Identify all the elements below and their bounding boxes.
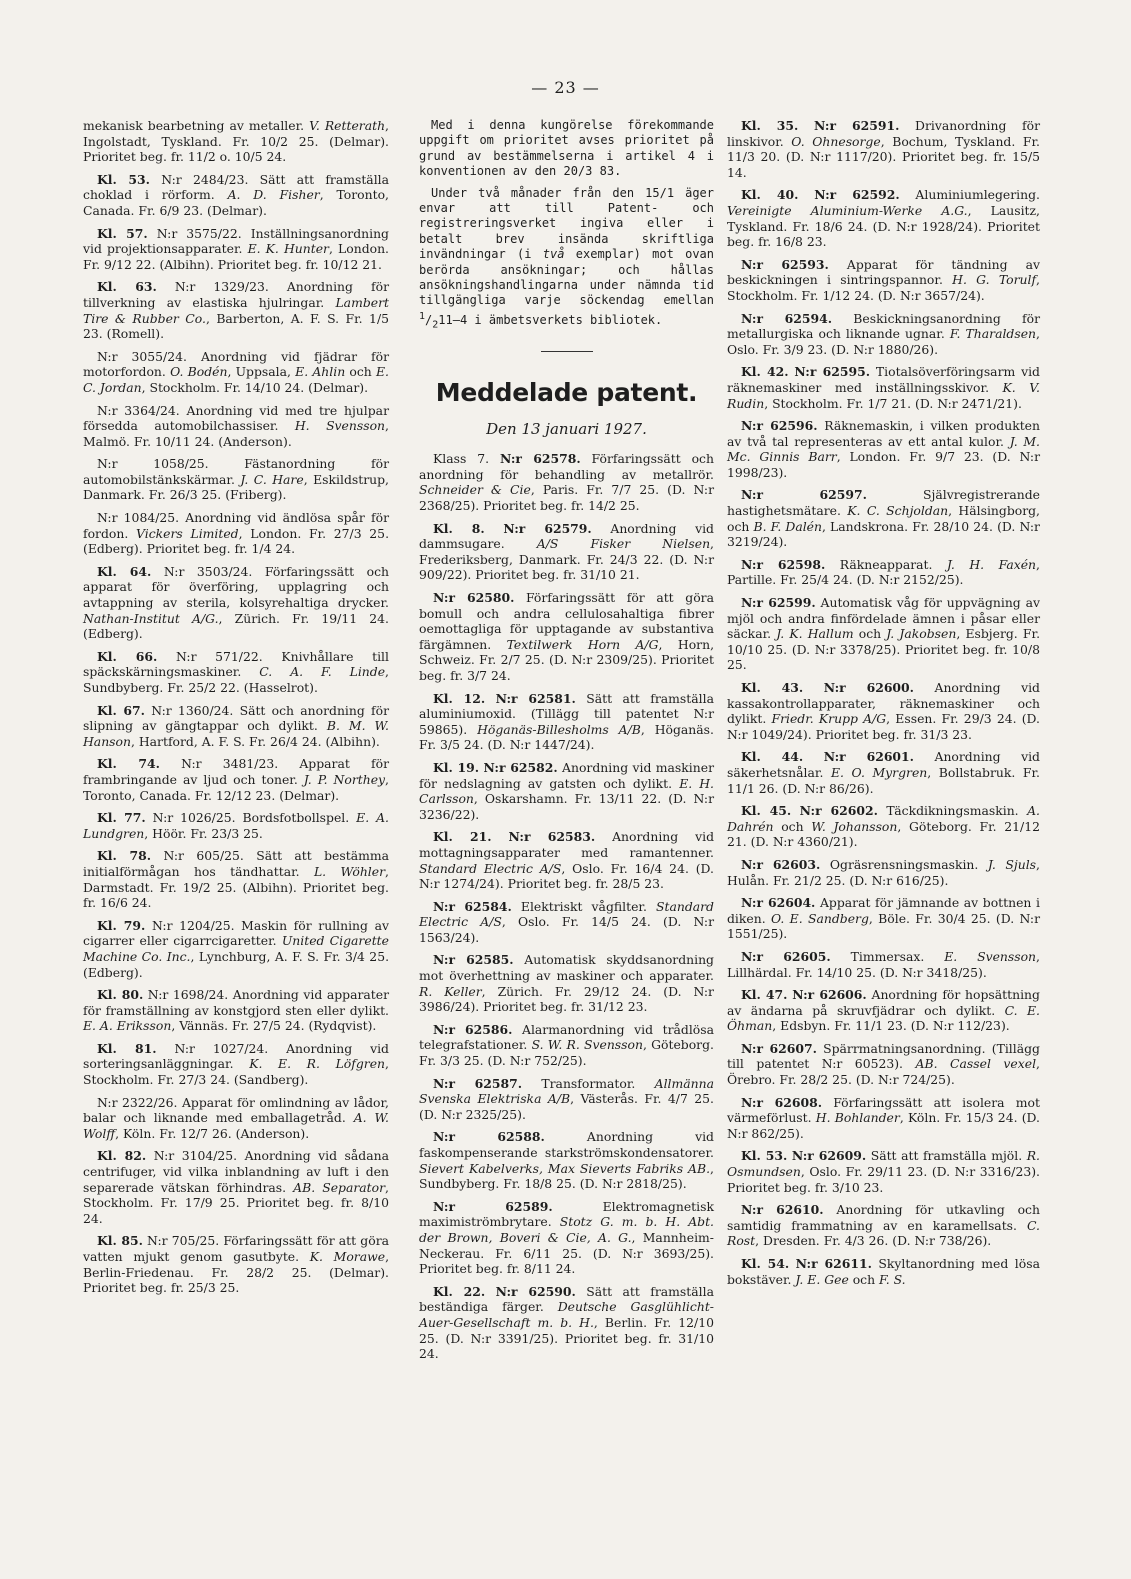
- column-right: [727, 118, 1040, 1294]
- patent-entry: Kl. 82. N:r 3104/25. Anordning vid sådana centrifuger, vid vilka inblandning av luft i den separerade vätskan förhindras. AB. Separator, Stockholm. Fr. 17/9 25. Prioritet beg. fr. 8/10 24.: [83, 1148, 389, 1226]
- patent-entry: Kl. 53. N:r 2484/23. Sätt att framställa choklad i rörform. A. D. Fisher, Toronto, Canada. Fr. 6/9 23. (Delmar).: [83, 171, 390, 218]
- patent-entry: Kl. 22. N:r 62590. Sätt att framställa beständiga färger. Deutsche Gasglühlicht-Auer-Gesellschaft m. b. H., Berlin. Fr. 12/10 25. (D. N:r 3391/25). Prioritet beg. fr. 31/10 24.: [419, 1283, 714, 1362]
- notice-paragraph: Med i denna kungörelse förekommande uppgift om prioritet avses prioritet på grund av bestämmelserna i artikel 4 i konventionen av den 20/3 83.: [419, 118, 714, 179]
- patent-entry: N:r 62597. Självregistrerande hastighetsmätare. K. C. Schjoldan, Hälsingborg, och B. F. Dalén, Landskrona. Fr. 28/10 24. (D. N:r 3219/24).: [727, 487, 1040, 550]
- patent-entry: N:r 1058/25. Fästanordning för automobilstänkskärmar. J. C. Hare, Eskildstrup, Danmark. Fr. 26/3 25. (Friberg).: [83, 456, 389, 503]
- patent-entry: Kl. 78. N:r 605/25. Sätt att bestämma initialförmågan hos tändhattar. L. Wöhler, Darmstadt. Fr. 19/2 25. (Albihn). Prioritet beg. fr. 16/6 24.: [83, 848, 389, 911]
- patent-entry: N:r 62605. Timmersax. E. Svensson, Lillhärdal. Fr. 14/10 25. (D. N:r 3418/25).: [727, 948, 1040, 980]
- patent-entry: Kl. 8. N:r 62579. Anordning vid dammsugare. A/S Fisker Nielsen, Frederiksberg, Danmark. Fr. 24/3 22. (D. N:r 909/22). Prioritet beg. fr. 31/10 21.: [419, 520, 714, 583]
- patent-entry: Kl. 47. N:r 62606. Anordning för hopsättning av ändarna på skruvfjädrar och dylikt. C. E. Öhman, Edsbyn. Fr. 11/1 23. (D. N:r 112/23).: [727, 987, 1040, 1034]
- patent-entry: Kl. 40. N:r 62592. Aluminiumlegering. Vereinigte Aluminium-Werke A.G., Lausitz, Tyskland. Fr. 18/6 24. (D. N:r 1928/24). Prioritet beg. fr. 16/8 23.: [727, 187, 1040, 250]
- patent-entry: Kl. 12. N:r 62581. Sätt att framställa aluminiumoxid. (Tillägg till patentet N:r 59865). Höganäs-Billesholms A/B, Höganäs. Fr. 3/5 24. (D. N:r 1447/24).: [419, 690, 714, 753]
- patent-entry: N:r 1084/25. Anordning vid ändlösa spår för fordon. Vickers Limited, London. Fr. 27/3 25. (Edberg). Prioritet beg. fr. 1/4 24.: [83, 510, 390, 557]
- patent-entry: N:r 62594. Beskickningsanordning för metallurgiska och liknande ugnar. F. Tharaldsen, Oslo. Fr. 3/9 23. (D. N:r 1880/26).: [727, 310, 1040, 357]
- column-left: [83, 118, 389, 1303]
- notice-paragraph: Under två månader från den 15/1 äger envar att till Patent- och registreringsverket ingiva eller i betalt brev insända skriftliga invändningar (i två exemplar) mot ovan berörda ansökningar; och hållas ansökningshandlingarna under nämnda tid tillgängliga varje söckendag emellan $^1/_211—4$ i ämbetsverkets bibliotek.: [419, 185, 714, 331]
- patent-entry: Kl. 45. N:r 62602. Täckdikningsmaskin. A. Dahrén och W. Johansson, Göteborg. Fr. 21/12 21. (D. N:r 4360/21).: [727, 803, 1040, 850]
- patent-entry: Kl. 77. N:r 1026/25. Bordsfotbollspel. E. A. Lundgren, Höör. Fr. 23/3 25.: [83, 810, 389, 841]
- patent-entry: N:r 62598. Räkneapparat. J. H. Faxén, Partille. Fr. 25/4 24. (D. N:r 2152/25).: [727, 556, 1040, 588]
- patent-entry: Kl. 66. N:r 571/22. Knivhållare till späckskärningsmaskiner. C. A. F. Linde, Sundbyberg. Fr. 25/2 22. (Hasselrot).: [83, 648, 389, 695]
- column-middle: [419, 118, 714, 1369]
- patent-entry: Kl. 67. N:r 1360/24. Sätt och anordning för slipning av gängtappar och dylikt. B. M. W. Hanson, Hartford, A. F. S. Fr. 26/4 24. (Albihn).: [83, 702, 389, 749]
- patent-entry: Kl. 42. N:r 62595. Tiotalsöverföringsarm vid räknemaskiner med inställningsskivor. K. V. Rudin, Stockholm. Fr. 1/7 21. (D. N:r 2471/21).: [727, 364, 1040, 411]
- patent-entry: Kl. 54. N:r 62611. Skyltanordning med lösa bokstäver. J. E. Gee och F. S.: [727, 1256, 1040, 1287]
- patent-entry: N:r 62610. Anordning för utkavling och samtidig frammatning av en karamellsats. C. Rost, Dresden. Fr. 4/3 26. (D. N:r 738/26).: [727, 1202, 1040, 1249]
- patent-entry: N:r 62584. Elektriskt vågfilter. Standard Electric A/S, Oslo. Fr. 14/5 24. (D. N:r 1563/24).: [419, 898, 714, 945]
- patent-entry: Kl. 57. N:r 3575/22. Inställningsanordning vid projektionsapparater. E. K. Hunter, London. Fr. 9/12 22. (Albihn). Prioritet beg. fr. 10/12 21.: [83, 225, 389, 272]
- section-date: Den 13 januari 1927.: [486, 419, 647, 438]
- patent-entry: N:r 62607. Spärrmatningsanordning. (Tillägg till patentet N:r 60523). AB. Cassel vexel, Örebro. Fr. 28/2 25. (D. N:r 724/25).: [727, 1040, 1040, 1088]
- patent-entry: Kl. 85. N:r 705/25. Förfaringssätt för att göra vatten mjukt genom gasutbyte. K. Morawe, Berlin-Friedenau. Fr. 28/2 25. (Delmar). Prioritet beg. fr. 25/3 25.: [83, 1233, 390, 1296]
- patent-entry: Kl. 21. N:r 62583. Anordning vid mottagningsapparater med ramantenner. Standard Electric A/S, Oslo. Fr. 16/4 24. (D. N:r 1274/24). Prioritet beg. fr. 28/5 23.: [419, 829, 714, 892]
- patent-entry: Kl. 19. N:r 62582. Anordning vid maskiner för nedslagning av gatsten och dylikt. E. H. Carlsson, Oskarshamn. Fr. 13/11 22. (D. N:r 3236/22).: [419, 759, 714, 822]
- patent-entry: N:r 62608. Förfaringssätt att isolera mot värmeförlust. H. Bohlander, Köln. Fr. 15/3 24. (D. N:r 862/25).: [727, 1094, 1040, 1141]
- section-heading: Meddelade patent.: [435, 377, 698, 407]
- patent-entry: N:r 62593. Apparat för tändning av beskickningen i sintringspannor. H. G. Torulf, Stockholm. Fr. 1/12 24. (D. N:r 3657/24).: [727, 256, 1040, 303]
- patent-entry: N:r 3364/24. Anordning vid med tre hjulpar försedda automobilchassiser. H. Svensson, Malmö. Fr. 10/11 24. (Anderson).: [83, 402, 389, 449]
- patent-entry: Kl. 79. N:r 1204/25. Maskin för rullning av cigarrer eller cigarrcigaretter. United Cigarette Machine Co. Inc., Lynchburg, A. F. S. Fr. 3/4 25. (Edberg).: [83, 917, 390, 980]
- patent-entry: Kl. 35. N:r 62591. Drivanordning för linskivor. O. Ohnesorge, Bochum, Tyskland. Fr. 11/3 20. (D. N:r 1117/20). Prioritet beg. fr. 15/5 14.: [727, 118, 1040, 180]
- patent-entry: N:r 62587. Transformator. Allmänna Svenska Elektriska A/B, Västerås. Fr. 4/7 25. (D. N:r 2325/25).: [419, 1075, 714, 1122]
- patent-entry: Kl. 81. N:r 1027/24. Anordning vid sorteringsanläggningar. K. E. R. Löfgren, Stockholm. Fr. 27/3 24. (Sandberg).: [83, 1040, 389, 1088]
- patent-entry: N:r 62599. Automatisk våg för uppvägning av mjöl och andra finfördelade ämnen i påsar eller säckar. J. K. Hallum och J. Jakobsen, Esbjerg. Fr. 10/10 25. (D. N:r 3378/25). Prioritet beg. fr. 10/8 25.: [727, 595, 1041, 673]
- patent-entry: N:r 3055/24. Anordning vid fjädrar för motorfordon. O. Bodén, Uppsala, E. Ahlin och E. C. Jordan, Stockholm. Fr. 14/10 24. (Delmar).: [83, 348, 389, 395]
- patent-entry: Kl. 43. N:r 62600. Anordning vid kassakontrollapparater, räknemaskiner och dylikt. Friedr. Krupp A/G, Essen. Fr. 29/3 24. (D. N:r 1049/24). Prioritet beg. fr. 31/3 23.: [727, 680, 1040, 742]
- patent-entry: Kl. 53. N:r 62609. Sätt att framställa mjöl. R. Osmundsen, Oslo. Fr. 29/11 23. (D. N:r 3316/23). Prioritet beg. fr. 3/10 23.: [727, 1148, 1040, 1195]
- patent-entry: Kl. 74. N:r 3481/23. Apparat för frambringande av ljud och toner. J. P. Northey, Toronto, Canada. Fr. 12/12 23. (Delmar).: [83, 756, 389, 803]
- patent-entry: N:r 62585. Automatisk skyddsanordning mot överhettning av maskiner och apparater. R. Keller, Zürich. Fr. 29/12 24. (D. N:r 3986/24). Prioritet beg. fr. 31/12 23.: [419, 952, 714, 1015]
- patent-entry: N:r 62603. Ogräsrensningsmaskin. J. Sjuls, Hulån. Fr. 21/2 25. (D. N:r 616/25).: [727, 856, 1040, 888]
- divider: [541, 351, 593, 352]
- notice-block: [419, 118, 714, 333]
- patent-entry: N:r 62586. Alarmanordning vid trådlösa telegrafstationer. S. W. R. Svensson, Göteborg. Fr. 3/3 25. (D. N:r 752/25).: [419, 1021, 714, 1069]
- patent-entry: Kl. 63. N:r 1329/23. Anordning för tillverkning av elastiska hjulringar. Lambert Tire & Rubber Co., Barberton, A. F. S. Fr. 1/5 23. (Romell).: [83, 279, 390, 342]
- patent-entry: N:r 62604. Apparat för jämnande av bottnen i diken. O. E. Sandberg, Böle. Fr. 30/4 25. (D. N:r 1551/25).: [727, 895, 1040, 942]
- patent-entry: N:r 2322/26. Apparat för omlindning av lådor, balar och liknande med emballagetråd. A. W. Wolff, Köln. Fr. 12/7 26. (Anderson).: [83, 1094, 389, 1141]
- patent-entry: N:r 62589. Elektromagnetisk maximiströmbrytare. Stotz G. m. b. H. Abt. der Brown, Boveri & Cie, A. G., Mannheim-Neckerau. Fr. 6/11 25. (D. N:r 3693/25). Prioritet beg. fr. 8/11 24.: [419, 1198, 714, 1277]
- patent-list-middle: [419, 451, 714, 1361]
- patent-entry: N:r 62588. Anordning vid faskompenserande starkströmskondensatorer. Sievert Kabelverks, Max Sieverts Fabriks AB., Sundbyberg. Fr. 18/8 25. (D. N:r 2818/25).: [419, 1129, 714, 1192]
- patent-entry: Klass 7. N:r 62578. Förfaringssätt och anordning för behandling av metallrör. Schneider & Cie, Paris. Fr. 7/7 25. (D. N:r 2368/25). Prioritet beg. fr. 14/2 25.: [419, 451, 714, 514]
- page-number: — 23 —: [531, 78, 600, 97]
- patent-entry: N:r 62580. Förfaringssätt för att göra bomull och andra cellulosahaltiga fibrer oemottagliga för upptagande av substantiva färgämnen. Textilwerk Horn A/G, Horn, Schweiz. Fr. 2/7 25. (D. N:r 2309/25). Prioritet beg. fr. 3/7 24.: [419, 590, 715, 683]
- patent-entry: Kl. 80. N:r 1698/24. Anordning vid apparater för framställning av konstgjord sten eller dylikt. E. A. Eriksson, Vännäs. Fr. 27/5 24. (Rydqvist).: [83, 987, 390, 1034]
- patent-entry: N:r 62596. Räknemaskin, i vilken produkten av två tal representeras av ett antal kulor. J. M. Mc. Ginnis Barr, London. Fr. 9/7 23. (D. N:r 1998/23).: [727, 418, 1040, 480]
- patent-entry: Kl. 44. N:r 62601. Anordning vid säkerhetsnålar. E. O. Myrgren, Bollstabruk. Fr. 11/1 26. (D. N:r 86/26).: [727, 749, 1040, 796]
- patent-entry: Kl. 64. N:r 3503/24. Förfaringssätt och apparat för överföring, upplagring och avtappning av sterila, kolsyrehaltiga drycker. Nathan-Institut A/G., Zürich. Fr. 19/11 24. (Edberg).: [83, 563, 389, 642]
- patent-entry: mekanisk bearbetning av metaller. V. Retterath, Ingolstadt, Tyskland. Fr. 10/2 25. (Delmar). Prioritet beg. fr. 11/2 o. 10/5 24.: [83, 118, 389, 165]
